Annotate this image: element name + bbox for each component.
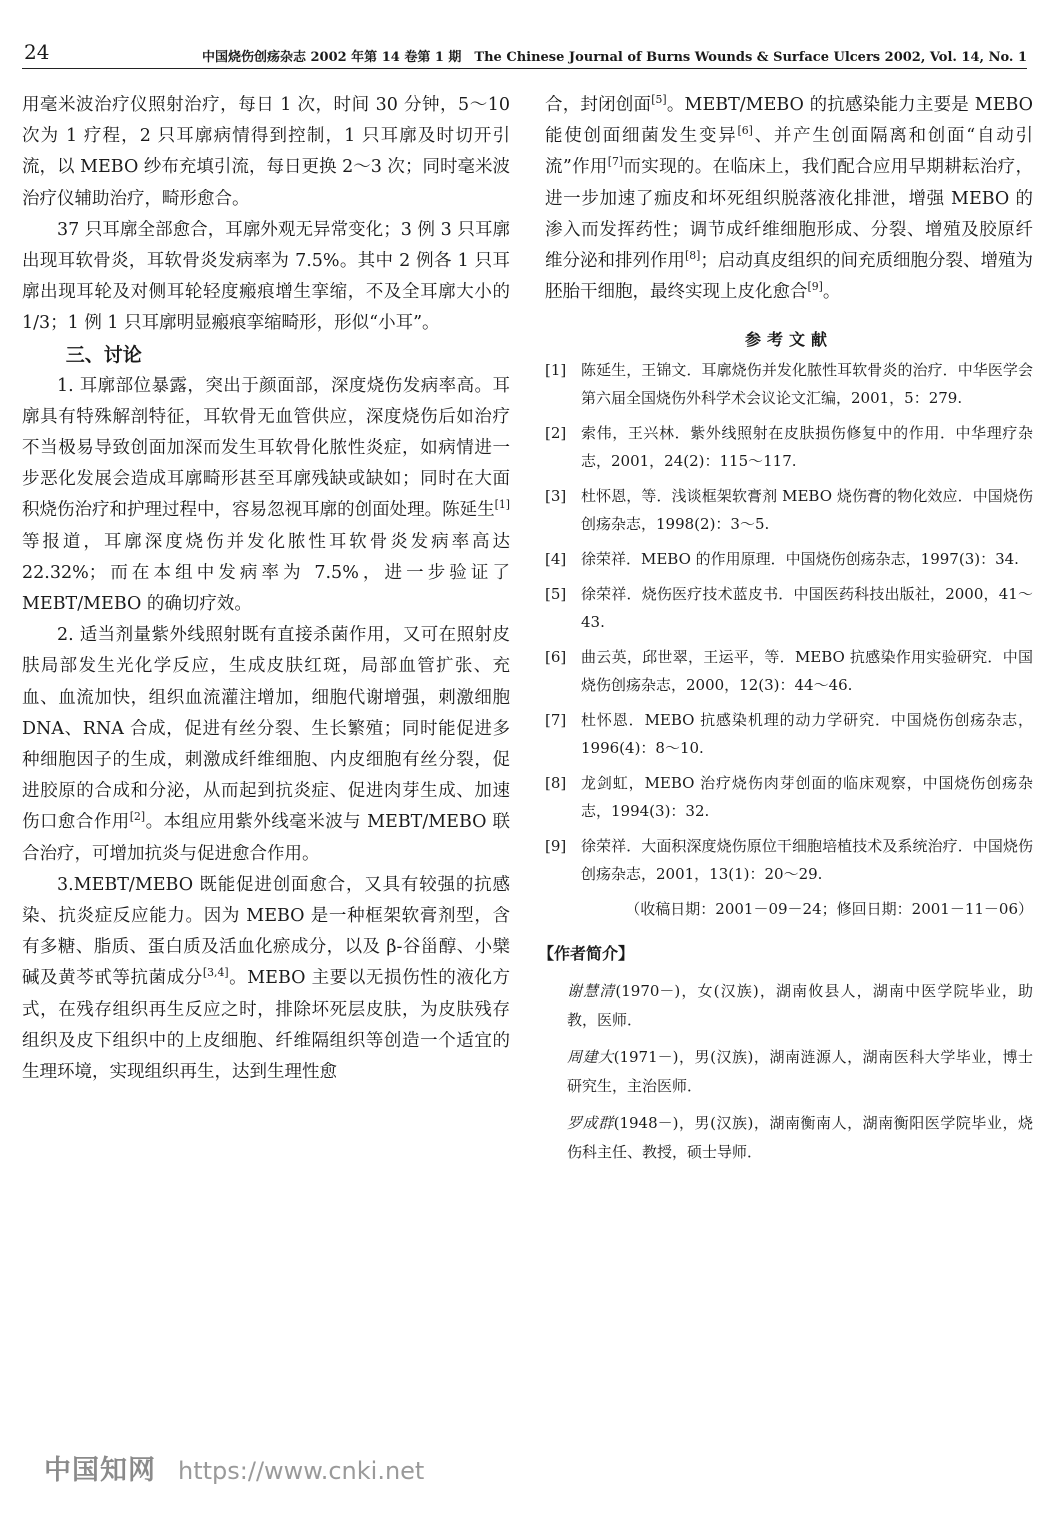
reference-number: [3] (545, 487, 567, 506)
reference-item (545, 545, 1033, 573)
citation-2: [2] (129, 810, 146, 824)
text-segment: 等报道，耳廓深度烧伤并发化脓性耳软骨炎发病率高达 22.32%；而在本组中发病率为 7.5%，进一步验证了 MEBT/MEBO 的确切疗效。 (22, 531, 510, 615)
running-head: 中国烧伤创疡杂志 2002 年第 14 卷第 1 期 The Chinese Journal of Burns Wounds & Surface Ulcers 2002, Vol. 14, No. 1 (201, 50, 1027, 65)
author-name: 罗成群 (567, 1114, 614, 1133)
reference-text: 龙剑虹，MEBO 治疗烧伤肉芽创面的临床观察，中国烧伤创疡杂志，1994(3)：32. (581, 774, 1033, 821)
reference-number: [6] (545, 648, 567, 667)
reference-number: [7] (545, 711, 567, 730)
reference-list (545, 356, 1033, 888)
reference-number: [2] (545, 424, 567, 443)
reference-item (545, 580, 1033, 636)
cnki-logo: 中国知网 (44, 1455, 156, 1486)
text-segment: 。MEBT/MEBO 的抗感染能力主要是 MEBO 能使创面细菌发生变异 (545, 95, 1034, 147)
left-column (22, 90, 510, 1088)
page-header (22, 38, 1027, 69)
paragraph-treatment-continued: 用毫米波治疗仪照射治疗，每日 1 次，时间 30 分钟，5～10 次为 1 疗程，2 只耳廓病情得到控制，1 只耳廓及时切开引流，以 MEBO 纱布充填引流，每日更换 2～3 次；同时毫米波治疗仪辅助治疗，畸形愈合。 (22, 95, 510, 209)
citation-3-4: [3,4] (202, 966, 229, 980)
author-bio (567, 977, 1033, 1035)
author-name: 谢慧清 (567, 982, 616, 1001)
reference-item (545, 832, 1033, 888)
citation-1: [1] (494, 498, 510, 512)
text-segment: 。 (822, 282, 841, 303)
reference-text: 徐荣祥．MEBO 的作用原理．中国烧伤创疡杂志，1997(3)：34. (581, 550, 1019, 569)
cnki-url: https://www.cnki.net (178, 1457, 425, 1485)
text-segment: 。MEBO 主要以无损伤性的液化方式，在残存组织再生反应之时，排除坏死层皮肤，为皮肤残存组织及皮下组织中的上皮细胞、纤维隔组织等创造一个适宜的生理环境，实现组织再生，达到生理性愈 (22, 968, 511, 1083)
text-segment: 、并产生创面隔离和创面“自动引流”作用 (545, 126, 1033, 178)
paragraph-discussion-1 (22, 371, 510, 621)
paragraph-discussion-3-continued (545, 90, 1033, 308)
citation-9: [9] (807, 280, 823, 294)
reference-number: [8] (545, 774, 567, 793)
reference-item (545, 482, 1033, 538)
reference-text: 曲云英，邱世翠，王运平，等．MEBO 抗感染作用实验研究．中国烧伤创疡杂志，2000，12(3)：44～46. (581, 648, 1033, 695)
reference-item (545, 419, 1033, 475)
reference-item (545, 643, 1033, 699)
reference-number: [9] (545, 837, 567, 856)
author-name: 周建大 (567, 1048, 614, 1067)
author-bio (567, 1043, 1033, 1101)
page-number: 24 (24, 40, 50, 64)
citation-7: [7] (607, 155, 624, 169)
author-details: (1948－)，男(汉族)，湖南衡南人，湖南衡阳医学院毕业，烧伤科主任、教授，硕士导师． (567, 1114, 1033, 1162)
citation-6: [6] (737, 124, 753, 138)
section-title-discussion: 三、讨论 (65, 343, 142, 366)
reference-item (545, 356, 1033, 412)
reference-text: 杜怀恩．MEBO 抗感染机理的动力学研究．中国烧伤创疡杂志，1996(4)：8～10. (581, 711, 1033, 758)
reference-text: 杜怀恩，等．浅谈框架软膏剂 MEBO 烧伤膏的物化效应．中国烧伤创疡杂志，1998(2)：3～5. (581, 487, 1033, 534)
reference-number: [4] (545, 550, 567, 569)
reference-text: 陈延生，王锦文．耳廓烧伤并发化脓性耳软骨炎的治疗．中华医学会第六届全国烧伤外科学术会议论文汇编，2001，5：279. (581, 361, 1033, 408)
paragraph-results: 37 只耳廓全部愈合，耳廓外观无异常变化；3 例 3 只耳廓出现耳软骨炎，耳软骨炎发病率为 7.5%。其中 2 例各 1 只耳廓出现耳轮及对侧耳轮轻度瘢痕增生挛缩，不及全耳廓大小的 1/3；1 例 1 只耳廓明显瘢痕挛缩畸形，形似“小耳”。 (22, 219, 510, 334)
author-details: (1970－)，女(汉族)，湖南攸县人，湖南中医学院毕业，助教，医师． (567, 982, 1033, 1030)
reference-number: [5] (545, 585, 567, 604)
paragraph-discussion-2 (22, 620, 510, 870)
reference-text: 索伟，王兴林．紫外线照射在皮肤损伤修复中的作用．中华理疗杂志，2001，24(2)：115～117. (581, 424, 1033, 471)
text-segment: 。本组应用紫外线毫米波与 MEBT/MEBO 联合治疗，可增加抗炎与促进愈合作用。 (22, 812, 510, 864)
cnki-watermark (44, 1448, 424, 1487)
text-segment: 而实现的。在临床上，我们配合应用早期耕耘治疗，进一步加速了痂皮和坏死组织脱落液化排泄，增强 MEBO 的渗入而发挥药性；调节成纤维细胞形成、分裂、增殖及胶原纤维分泌和排列作用 (545, 157, 1033, 272)
text-segment: 1. 耳廓部位暴露，突出于颜面部，深度烧伤发病率高。耳廓具有特殊解剖特征，耳软骨无血管供应，深度烧伤后如治疗不当极易导致创面加深而发生耳软骨化脓性炎症，如病情进一步恶化发展会造成耳廓畸形甚至耳廓残缺或缺如；同时在大面积烧伤治疗和护理过程中，容易忽视耳廓的创面处理。陈延生 (22, 375, 510, 521)
received-dates: （收稿日期：2001－09－24；修回日期：2001－11－06） (625, 900, 1033, 919)
citation-5: [5] (651, 93, 667, 107)
reference-text: 徐荣祥．烧伤医疗技术蓝皮书．中国医药科技出版社，2000，41～43. (581, 585, 1033, 632)
paragraph-discussion-3 (22, 870, 510, 1088)
author-details: (1971－)，男(汉族)，湖南涟源人，湖南医科大学毕业，博士研究生，主治医师． (567, 1048, 1033, 1096)
author-bio-heading: 【作者简介】 (538, 944, 635, 964)
references-title: 参考文献 (744, 330, 833, 350)
text-segment: 3.MEBT/MEBO 既能促进创面愈合，又具有较强的抗感染、抗炎症反应能力。因为 MEBO 是一种框架软膏剂型，含有多糖、脂质、蛋白质及活血化瘀成分，以及 β-谷甾醇、小檗碱及黄芩甙等抗菌成分 (22, 874, 510, 989)
reference-item (545, 769, 1033, 825)
right-column (538, 90, 1034, 1175)
text-segment: 合，封闭创面 (545, 95, 652, 115)
text-segment: 2. 适当剂量紫外线照射既有直接杀菌作用，又可在照射皮肤局部发生光化学反应，生成皮肤红斑，局部血管扩张、充血、血流加快，组织血流灌注增加，细胞代谢增强，刺激细胞 DNA、RNA 合成，促进有丝分裂、生长繁殖；同时能促进多种细胞因子的生成，刺激成纤维细胞、内皮细胞有丝分裂，促进胶原的合成和分泌，从而起到抗炎症、促进肉芽生成、加速伤口愈合作用 (22, 625, 510, 833)
text-segment: ；启动真皮组织的间充质细胞分裂、增殖为胚胎干细胞，最终实现上皮化愈合 (545, 251, 1034, 303)
citation-8: [8] (685, 249, 701, 263)
reference-item (545, 706, 1033, 762)
author-bio (567, 1109, 1033, 1167)
reference-text: 徐荣祥．大面积深度烧伤原位干细胞培植技术及系统治疗．中国烧伤创疡杂志，2001，13(1)：20～29. (581, 837, 1033, 884)
reference-number: [1] (545, 361, 567, 380)
